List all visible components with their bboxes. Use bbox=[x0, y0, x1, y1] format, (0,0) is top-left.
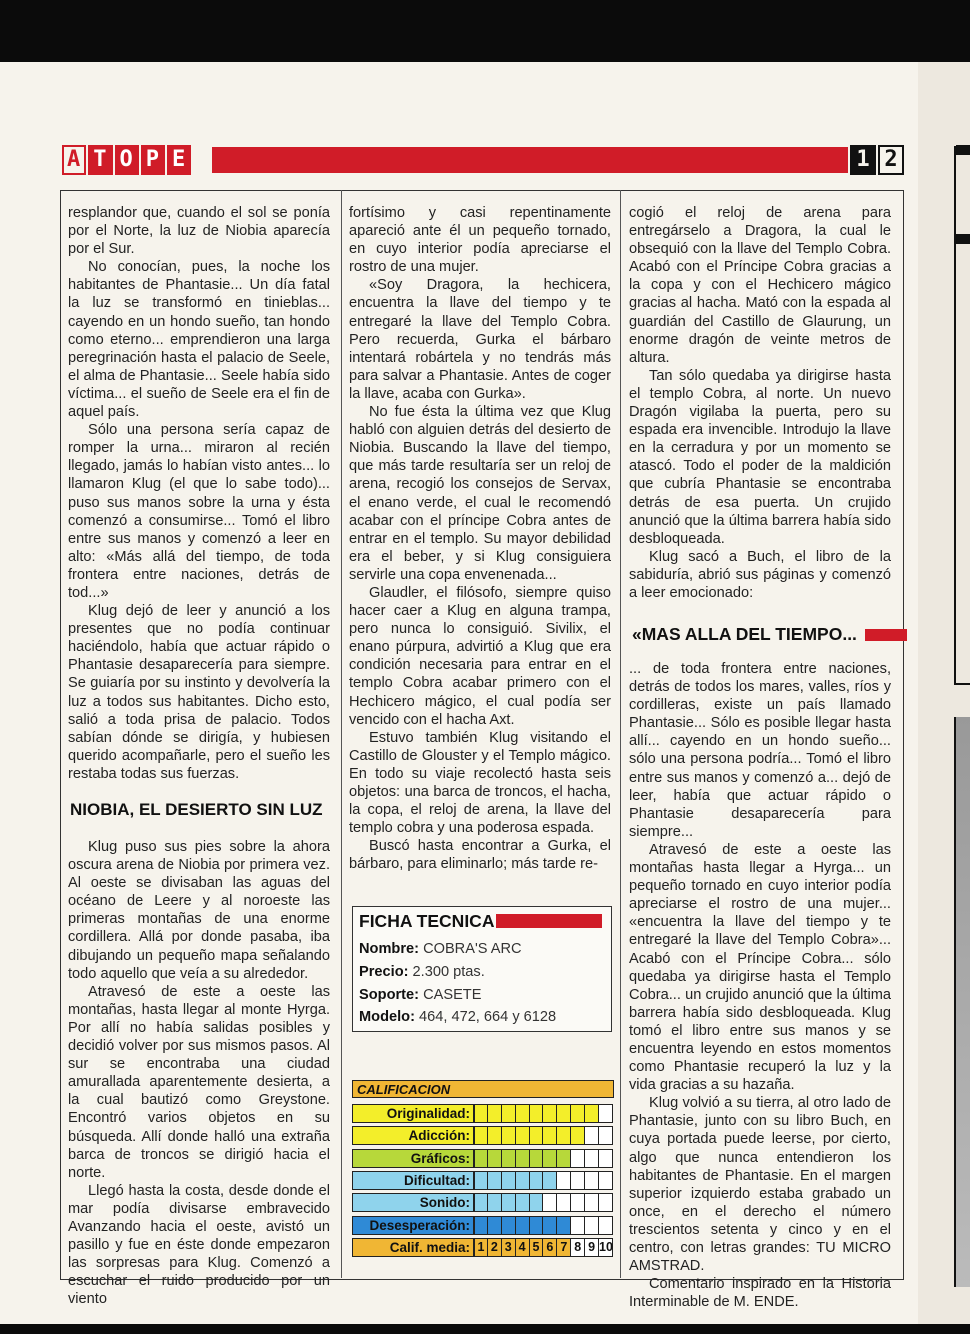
ficha-label: Nombre: bbox=[359, 941, 419, 957]
paragraph: Klug sacó a Buch, el libro de la sabiduría, abrió sus páginas y comenzó a leer emocionado: bbox=[629, 548, 891, 601]
ficha-title-bar bbox=[496, 914, 602, 928]
rating-cell bbox=[474, 1216, 488, 1235]
ficha-tecnica-box bbox=[352, 906, 612, 1032]
paragraph: No fue ésta la última vez que Klug habló con alguien detrás del desierto de Niobia. Buscando la llave del tiempo, que más tarde resultaría ser un reloj de arena, recogió los consejos de Servax, el enano verde, el cual le recomendó acabar con el príncipe Cobra antes de entrar en el templo. Su mayor debilidad era el beber, y si Klug consiguiera servirle una copa envenenada... bbox=[349, 404, 611, 583]
rating-cell bbox=[571, 1193, 585, 1212]
calificacion-caption: CALIFICACION bbox=[352, 1080, 614, 1098]
column-2 bbox=[349, 204, 611, 873]
section-heading bbox=[632, 624, 907, 645]
ficha-label: Soporte: bbox=[359, 987, 419, 1003]
adjacent-page-mark bbox=[956, 145, 970, 155]
column-rule bbox=[620, 190, 621, 1278]
rating-cell bbox=[474, 1126, 488, 1145]
rating-cell bbox=[585, 1104, 599, 1123]
rating-cell bbox=[571, 1126, 585, 1145]
rating-cell bbox=[502, 1104, 516, 1123]
rating-cell bbox=[502, 1126, 516, 1145]
rating-cell bbox=[530, 1171, 544, 1190]
rating-cell bbox=[516, 1216, 530, 1235]
rating-row bbox=[352, 1193, 614, 1212]
ficha-title: FICHA TECNICA bbox=[359, 911, 495, 931]
rating-cell: 6 bbox=[543, 1238, 557, 1257]
rating-cells bbox=[474, 1149, 613, 1168]
logo-letter: P bbox=[141, 145, 165, 175]
rating-cell bbox=[585, 1216, 599, 1235]
ficha-label: Modelo: bbox=[359, 1009, 415, 1025]
section-header bbox=[62, 145, 898, 175]
rating-cells bbox=[474, 1171, 613, 1190]
rating-cell: 9 bbox=[585, 1238, 599, 1257]
rating-cell bbox=[530, 1216, 544, 1235]
rating-cell bbox=[571, 1216, 585, 1235]
page-digit: 2 bbox=[878, 145, 904, 175]
column-1-bottom bbox=[68, 838, 330, 1308]
rating-cell bbox=[571, 1171, 585, 1190]
heading-text: «MAS ALLA DEL TIEMPO... bbox=[632, 624, 857, 644]
paragraph: Buscó hasta encontrar a Gurka, el bárbaro, para eliminarlo; más tarde re- bbox=[349, 838, 611, 873]
paragraph: Klug dejó de leer y anunció a los presentes que no podía continuar haciéndolo, había que actuar rápido o Phantasie desaparecería para siempre. Se guiaría por su instinto y devolvería la luz a todos sus habitantes. Dicho esto, salió a toda prisa de palacio. Todos sabían dónde se dirigía, y hubiesen querido acompañarle, pero el sueño les restaba todas sus fuerzas. bbox=[68, 603, 330, 782]
header-red-bar bbox=[212, 147, 848, 173]
rating-cell bbox=[557, 1126, 571, 1145]
paragraph: Klug puso sus pies sobre la ahora oscura arena de Niobia por primera vez. Al oeste se divisaban las aguas del océano de Leere y al noroeste las primeras montañas de una enorme cordillera. Allá por donde pasaba, iba dibujando un pequeño mapa señalando todo aquello que veía a su alrededor. bbox=[68, 839, 330, 982]
rating-cell bbox=[543, 1216, 557, 1235]
rating-cell bbox=[530, 1193, 544, 1212]
ficha-row bbox=[359, 941, 522, 957]
rating-cells bbox=[474, 1104, 613, 1123]
rating-cell: 1 bbox=[474, 1238, 488, 1257]
rating-cell bbox=[530, 1149, 544, 1168]
rating-cell bbox=[488, 1216, 502, 1235]
rating-cell bbox=[543, 1104, 557, 1123]
paragraph: «Soy Dragora, la hechicera, encuentra la llave del tiempo y te entregaré la llave del Templo Cobra. Pero recuerda, Gurka el bárbaro intentará robártela y no tendrás más para salvar a Phantasie. Antes de coger la llave, acaba con Gurka». bbox=[349, 277, 611, 402]
rating-label: Originalidad: bbox=[352, 1104, 474, 1123]
page-number bbox=[850, 145, 904, 175]
ficha-row bbox=[359, 987, 481, 1003]
paragraph: No conocían, pues, la noche los habitantes de Phantasie... Un día fatal la luz se transformó en tinieblas... cayendo en un hondo sueño, tan hondo como eterno... emprendieron una larga peregrinación hasta el palacio de Seele, el alma de Phantasie... Seele había sido víctima... el sueño de Seele era el fin de aquel país. bbox=[68, 259, 330, 421]
rating-row bbox=[352, 1171, 614, 1190]
logo-letter: T bbox=[88, 145, 112, 175]
rating-cell: 5 bbox=[530, 1238, 544, 1257]
paragraph: Atravesó de este a oeste las montañas hasta llegar a Hyrga... un pequeño tornado en cuyo interior podía apreciarse el rostro de una mujer... «encuentra la llave del tiempo y te entregaré la llave del Templo Cobra»... Acabó con el Príncipe Cobra... sólo quedaba ya dirigirse hasta el Templo Cobra... un crujido anunció que la última barrera había sido desbloqueada. Klug tomó el libro entre sus manos y se encuentra leyendo en estos momentos como Phantasie recuperó la luz y la vida gracias a su hazaña. bbox=[629, 841, 891, 1094]
rating-label: Desesperación: bbox=[352, 1216, 474, 1235]
rating-cell bbox=[474, 1104, 488, 1123]
rating-cell bbox=[543, 1149, 557, 1168]
rating-cell bbox=[599, 1193, 613, 1212]
rating-cell bbox=[516, 1126, 530, 1145]
rating-cell: 2 bbox=[488, 1238, 502, 1257]
adjacent-page-photo bbox=[954, 717, 970, 1287]
rating-cells bbox=[474, 1216, 613, 1235]
paragraph: Comentario inspirado en la Historia Interminable de M. ENDE. bbox=[629, 1276, 891, 1311]
logo-letter: O bbox=[115, 145, 139, 175]
ficha-value: COBRA'S ARC bbox=[423, 941, 522, 957]
rating-cell bbox=[530, 1104, 544, 1123]
rating-cell bbox=[557, 1216, 571, 1235]
rating-cell bbox=[502, 1171, 516, 1190]
rating-cells bbox=[474, 1193, 613, 1212]
rating-cell bbox=[488, 1171, 502, 1190]
rating-cells bbox=[474, 1238, 613, 1257]
adjacent-page-edge bbox=[918, 62, 970, 1324]
rating-cell bbox=[488, 1149, 502, 1168]
rating-cell bbox=[557, 1104, 571, 1123]
rating-cell bbox=[530, 1126, 544, 1145]
column-3-bottom bbox=[629, 660, 891, 1311]
rating-cell bbox=[599, 1216, 613, 1235]
rating-cell bbox=[488, 1193, 502, 1212]
paragraph: Tan sólo quedaba ya dirigirse hasta el templo Cobra, al norte. Un nuevo Dragón vigilaba la puerta, pero su espada era invencible. Introdujo la llave en la cerradura y por un momento se atascó. Todo el poder de la maldición que cubría Phantasie se encontraba detrás de esa puerta. Un crujido anunció que la última barrera había sido desbloqueada. bbox=[629, 367, 891, 547]
ficha-value: 464, 472, 664 y 6128 bbox=[419, 1009, 557, 1025]
rating-cell: 3 bbox=[502, 1238, 516, 1257]
ficha-row bbox=[359, 1009, 556, 1025]
a-tope-logo bbox=[62, 145, 191, 175]
column-rule bbox=[341, 190, 342, 1278]
rating-cell bbox=[599, 1171, 613, 1190]
ficha-value: CASETE bbox=[423, 987, 482, 1003]
rating-cell bbox=[557, 1193, 571, 1212]
rating-cells bbox=[474, 1126, 613, 1145]
rating-cell bbox=[488, 1126, 502, 1145]
rating-row bbox=[352, 1149, 614, 1168]
rating-cell bbox=[543, 1171, 557, 1190]
rating-cell bbox=[474, 1149, 488, 1168]
ficha-value: 2.300 ptas. bbox=[412, 964, 485, 980]
rating-label: Adicción: bbox=[352, 1126, 474, 1145]
adjacent-page-mark bbox=[956, 234, 970, 244]
paragraph: cogió el reloj de arena para entregárselo a Dragora, la cual le obsequió con la llave del Templo Cobra. Acabó con el Príncipe Cobra gracias a la copa y con el Hechicero mágico gracias al hacha. Mató con la espada al guardián del Castillo de Glaurung, un enorme dragón de veinte metros de altura. bbox=[629, 205, 891, 366]
paragraph: Llegó hasta la costa, desde donde el mar podía divisarse embravecido Avanzando hacia el oeste, avistó un pasillo y fue en éste donde empezaron las sorpresas para Klug. Comenzó a escuchar el ruido producido por un viento bbox=[68, 1182, 330, 1308]
rating-label: Dificultad: bbox=[352, 1171, 474, 1190]
rating-cell: 4 bbox=[516, 1238, 530, 1257]
rating-cell bbox=[502, 1216, 516, 1235]
paragraph: resplandor que, cuando el sol se ponía por el Norte, la luz de Niobia aparecía por el Sur. bbox=[68, 205, 330, 258]
column-1-top bbox=[68, 204, 330, 783]
rating-cell bbox=[599, 1126, 613, 1145]
ficha-label: Precio: bbox=[359, 964, 409, 980]
rating-cell bbox=[474, 1193, 488, 1212]
rating-cell bbox=[516, 1193, 530, 1212]
rating-cell: 8 bbox=[571, 1238, 585, 1257]
rating-cell bbox=[585, 1149, 599, 1168]
adjacent-page-box bbox=[954, 146, 970, 685]
rating-label: Gráficos: bbox=[352, 1149, 474, 1168]
rating-cell bbox=[488, 1104, 502, 1123]
rating-row bbox=[352, 1126, 614, 1145]
paragraph: Glaudler, el filósofo, siempre quiso hacer caer a Klug en alguna trampa, pero nunca lo consiguió. Sivilix, el enano púrpura, advirtió a Klug que era condición necesaria para entrar en el templo Cobra acabar primero con el Hechicero mágico, el cual podía ser vencido con el hacha Axt. bbox=[349, 584, 611, 728]
rating-cell: 10 bbox=[599, 1238, 613, 1257]
rating-cell bbox=[516, 1104, 530, 1123]
paragraph: Estuvo también Klug visitando el Castillo de Glouster y el Templo mágico. En todo su viaje recolectó hasta seis objetos: una barca de troncos, el hacha, la copa, el reloj de arena, la llave del templo cobra y una poderosa espada. bbox=[349, 729, 611, 837]
logo-letter: A bbox=[62, 145, 86, 175]
rating-cell bbox=[516, 1149, 530, 1168]
paragraph: Sólo una persona sería capaz de romper la urna... miraron al recién llegado, jamás lo habían visto antes... lo llamaron Klug (el que lo sabe todo)... puso sus manos sobre la urna y ésta comenzó a consumirse... Tomó el libro entre sus manos y comenzó a leer en alto: «Más allá del tiempo, de toda frontera entre naciones, detrás de tod...» bbox=[68, 422, 330, 601]
rating-label: Sonido: bbox=[352, 1193, 474, 1212]
rating-cell bbox=[585, 1126, 599, 1145]
rating-cell bbox=[557, 1171, 571, 1190]
rating-row-media bbox=[352, 1238, 614, 1257]
rating-row bbox=[352, 1104, 614, 1123]
rating-cell bbox=[585, 1193, 599, 1212]
rating-cell bbox=[571, 1104, 585, 1123]
rating-cell bbox=[502, 1149, 516, 1168]
logo-letter: E bbox=[167, 145, 191, 175]
paragraph: fortísimo y casi repentinamente apareció ante él un pequeño tornado, en cuyo interior podía apreciarse el rostro de una mujer. bbox=[349, 205, 611, 276]
rating-label: Calif. media: bbox=[352, 1238, 474, 1257]
paragraph: ... de toda frontera entre naciones, detrás de todos los mares, valles, ríos y cordilleras, existe un país llamado Phantasie... Sólo es posible llegar hasta allí... cayendo en un hondo sueño... sólo una persona podría... Tomó el libro entre sus manos y comenzó a... dejó de leer, había que actuar rápido o Phantasie desaparecería para siempre... bbox=[629, 661, 891, 840]
rating-cell bbox=[599, 1104, 613, 1123]
page-digit: 1 bbox=[850, 145, 876, 175]
rating-cell bbox=[557, 1149, 571, 1168]
rating-cell bbox=[502, 1193, 516, 1212]
rating-cell bbox=[571, 1149, 585, 1168]
rating-cell bbox=[474, 1171, 488, 1190]
paragraph: Atravesó de este a oeste las montañas, hasta llegar al monte Hyrga. Por allí no había salidas posibles y decidió volver por sus mismos pasos. Al sur se encontraba una ciudad amurallada aparentemente desierta, a la cual bautizó como Greystone. Encontró varios objetos en su búsqueda. Allí donde halló una extraña barca de troncos se dirigió hacia el norte. bbox=[68, 983, 330, 1181]
rating-cell: 7 bbox=[557, 1238, 571, 1257]
section-heading: NIOBIA, EL DESIERTO SIN LUZ bbox=[70, 800, 323, 819]
rating-cell bbox=[599, 1149, 613, 1168]
column-3-top bbox=[629, 204, 891, 602]
heading-red-tag bbox=[865, 629, 907, 641]
rating-cell bbox=[543, 1193, 557, 1212]
paragraph: Klug volvió a su tierra, al otro lado de Phantasie, junto con su libro Buch, en cuya portada puede leerse, por cierto, algo que nunca entendieron los habitantes de Phantasie. En el margen superior izquierdo estaba grabado un once, en el derecho el número trescientos setenta y cinco y en el centro, con letras grandes: TU MICRO AMSTRAD. bbox=[629, 1095, 891, 1275]
ficha-row bbox=[359, 964, 485, 980]
rating-cell bbox=[543, 1126, 557, 1145]
rating-row bbox=[352, 1216, 614, 1235]
rating-cell bbox=[516, 1171, 530, 1190]
rating-cell bbox=[585, 1171, 599, 1190]
